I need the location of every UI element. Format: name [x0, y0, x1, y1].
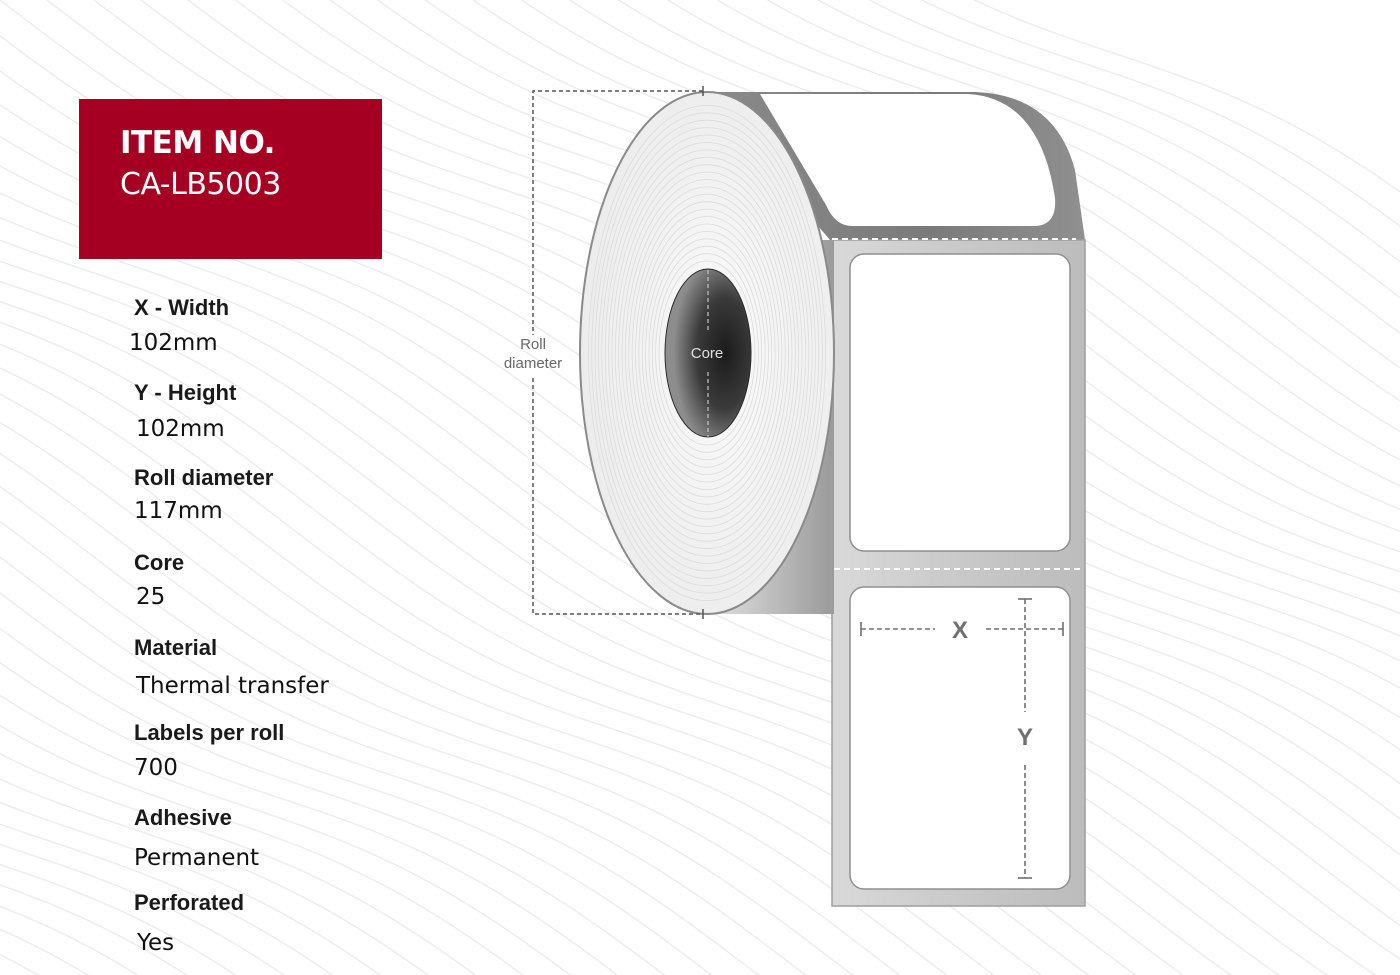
item-code: CA-LB5003	[120, 167, 281, 202]
spec-label-width: X - Width	[134, 295, 230, 320]
spec-value-labels-per-roll: 700	[134, 755, 178, 781]
roll-diameter-label-line1: Roll	[520, 336, 546, 353]
item-heading: ITEM NO.	[120, 125, 275, 161]
spec-value-height: 102mm	[136, 416, 225, 442]
spec-label-adhesive: Adhesive	[134, 805, 232, 830]
label-middle	[850, 254, 1070, 551]
spec-value-perforated: Yes	[137, 930, 175, 956]
spec-label-material: Material	[134, 635, 218, 660]
spec-value-roll-diameter: 117mm	[134, 498, 223, 524]
spec-label-labels-per-roll: Labels per roll	[134, 720, 285, 745]
spec-value-adhesive: Permanent	[134, 845, 260, 871]
roll-diameter-label-line2: diameter	[503, 355, 563, 372]
spec-label-height: Y - Height	[134, 380, 237, 405]
spec-value-material: Thermal transfer	[136, 673, 329, 699]
spec-label-perforated: Perforated	[134, 890, 245, 915]
y-dimension-label: Y	[1016, 724, 1034, 751]
spec-label-roll-diameter: Roll diameter	[134, 465, 274, 490]
x-dimension-label: X	[951, 617, 969, 644]
spec-value-width: 102mm	[129, 330, 218, 356]
spec-value-core: 25	[136, 584, 166, 610]
spec-label-core: Core	[134, 550, 185, 575]
core-label: Core	[690, 345, 724, 362]
